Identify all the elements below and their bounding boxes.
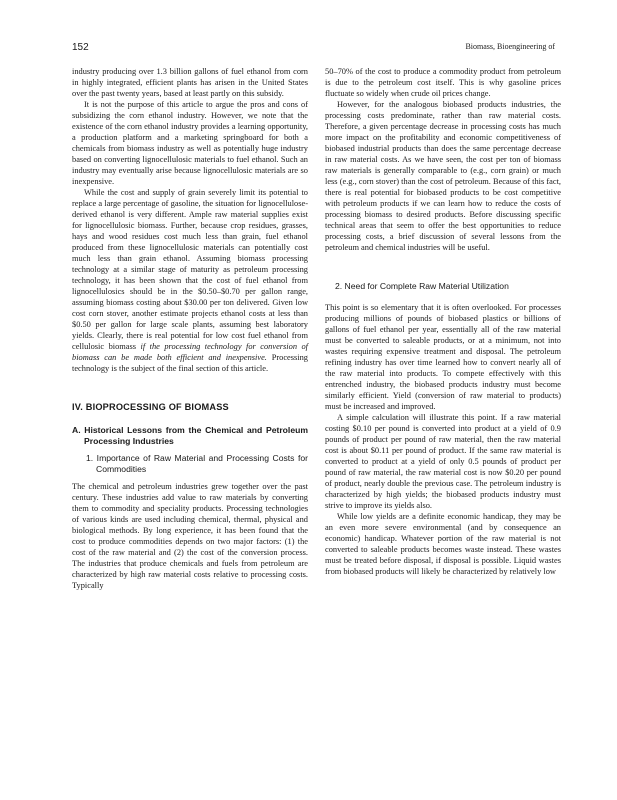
page-number: 152 (72, 42, 89, 53)
section-heading: IV. BIOPROCESSING OF BIOMASS (72, 402, 229, 412)
paragraph: However, for the analogous biobased products industries, the processing costs predominate, rather than raw material costs. Therefore, a given percentage decrease in processing costs has much more impact on the profitability and economic competitiveness of biobased industrial products than does the same percentage decrease in raw material costs. As we have seen, the cost per ton of biomass raw materials is generally comparable to (e.g., corn grain) or much less (e.g., corn stover) than the cost of petroleum. Because of this fact, there is real potential for biobased products to be cost competitive with petroleum products if we can learn how to reduce the costs of processing biomass to desired products. Before discussing specific technical areas that seem to offer the best opportunities to reduce processing costs, a brief discussion of several lessons from the petroleum and chemical industries will be useful. (325, 100, 561, 252)
paragraph-text: While the cost and supply of grain severely limit its potential to replace a large percentage of gasoline, the situation for lignocellulose-derived ethanol is very different. Ample raw material supplies exist for lignocellulosic biomass. Further, because crop residues, grasses, hays and wood residues cost much less than grain, fuel ethanol produced from these lignocellulosic materials can potentially cost much less than grain ethanol. Assuming biomass processing technology at a similar stage of maturity as petroleum processing technology, it has been shown that the cost of fuel ethanol from lignocellulosics should be in the $0.50–$0.70 per gallon range, assuming biomass costing about $30.00 per ton delivered. Given low cost corn stover, another estimate projects ethanol costs at less than $0.50 per gallon for large scale plants, assuming best laboratory yields. Clearly, there is real potential for low cost fuel ethanol from cellulosic biomass (72, 188, 308, 351)
paragraph-text: Processing technology is the subject of the final section of this article. (72, 353, 308, 373)
paragraph: This point is so elementary that it is often overlooked. For processes producing millions of pounds of biobased plastics or billions of gallons of fuel ethanol per year, essentially all of the raw material must be converted to saleable products, or at a minimum, not into wastes requiring expensive treatment and disposal. The petroleum refining industry has over time learned how to convert nearly all of the raw material into products. To compete effectively with this entrenched industry, the biobased products industry must become similarly efficient. Yield (conversion of raw material to products) must be increased and improved. (325, 303, 561, 411)
left-column (72, 66, 308, 591)
subsubsection-heading: 1. Importance of Raw Material and Processing Costs for Commodities (86, 453, 308, 474)
emphasis-text: if the processing technology for conversion of biomass can be made both efficient and inexpensive. (72, 342, 308, 362)
paragraph: A simple calculation will illustrate this point. If a raw material costing $0.10 per pound is converted into product at a yield of 0.9 pounds of product per pound of raw material, then the raw material cost is about $0.11 per pound of product. If the same raw material is converted to product at a yield of only 0.5 pounds of product per pound of raw material, the raw material cost is now $0.20 per pound of product, nearly double the previous case. The petroleum industry is characterized by high yields; the biobased products industry must strive to improve its yields also. (325, 413, 561, 510)
paragraph (72, 187, 308, 374)
running-title: Biomass, Bioengineering of (465, 42, 555, 51)
paragraph: It is not the purpose of this article to argue the pros and cons of subsidizing the corn ethanol industry. However, we note that the existence of the corn ethanol industry provides a learning opportunity, a production platform and a marketing springboard for both a chemicals from biomass industry as well as potentially huge industry based on converting lignocellulosic materials to fuel ethanol. Such an industry may eventually arise because lignocellulosic materials are so inexpensive. (72, 100, 308, 186)
right-column (325, 66, 561, 577)
subsubsection-heading: 2. Need for Complete Raw Material Utilization (335, 281, 509, 291)
subsection-heading: A. Historical Lessons from the Chemical and Petroleum Processing Industries (72, 425, 308, 446)
paragraph: While low yields are a definite economic handicap, they may be an even more severe environmental (and by consequence an economic) handicap. Whatever portion of the raw material is not converted to saleable products becomes waste instead. These wastes must be treated before disposal, if disposal is possible. Liquid wastes from biobased products will likely be characterized by relatively low (325, 512, 561, 576)
paragraph: industry producing over 1.3 billion gallons of fuel ethanol from corn in highly integrated, efficient plants has arisen in the United States over the past twenty years, based at least partly on this subsidy. (72, 67, 308, 98)
paragraph: 50–70% of the cost to produce a commodity product from petroleum is due to the petroleum cost itself. This is why gasoline prices fluctuate so widely when crude oil prices change. (325, 67, 561, 98)
paragraph: The chemical and petroleum industries grew together over the past century. These industries add value to raw materials by converting them to commodity and speciality products. Processing technologies of various kinds are used including chemical, thermal, physical and biological methods. By long experience, it has been found that the cost to produce commodities depends on two major factors: (1) the cost of the raw material and (2) the cost of the conversion process. The industries that produce chemicals and fuels from petroleum are characterized by high raw material costs relative to processing costs. Typically (72, 482, 308, 590)
